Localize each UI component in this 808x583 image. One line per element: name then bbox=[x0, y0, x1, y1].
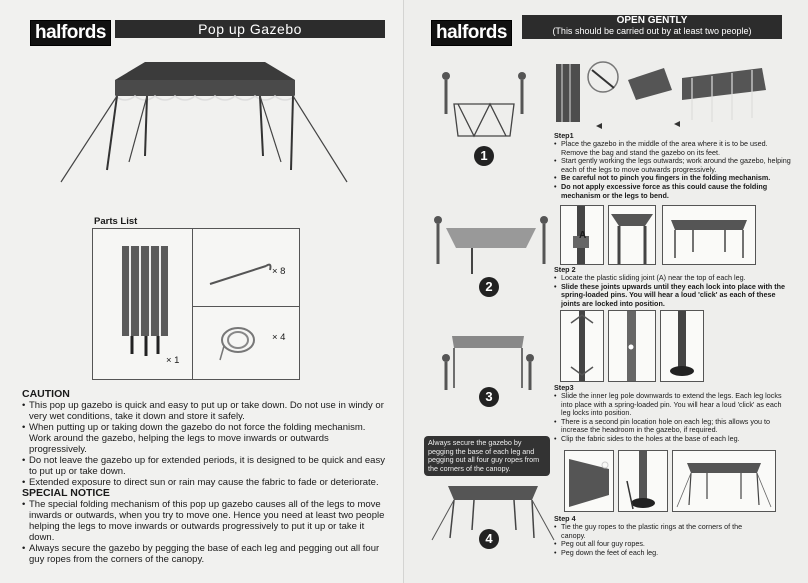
step4-number: 4 bbox=[479, 529, 499, 549]
caution-item: • Extended exposure to direct sun or rain may cause the fabric to fade or deteriorate. bbox=[22, 477, 388, 488]
step2-number: 2 bbox=[479, 277, 499, 297]
caution-item: • Do not leave the gazebo up for extended periods, it is designed to be quick and easy to put up or take down. bbox=[22, 455, 388, 477]
caution-list bbox=[22, 400, 388, 488]
step1-heading: Step1 bbox=[554, 131, 574, 140]
step3-pin-detail bbox=[608, 310, 656, 382]
step3-list bbox=[554, 392, 792, 444]
special-notice-item: • The special folding mechanism of this pop up gazebo causes all of the legs to move inwards or outwards, when you try to move one. Hence you need at least two people helping the legs to move inwards or outwards progressively to put it up or take it down. bbox=[22, 499, 388, 543]
halfords-logo: halfords bbox=[30, 20, 111, 46]
caution-heading: CAUTION bbox=[22, 388, 70, 400]
step1-people-illustration bbox=[434, 64, 534, 144]
step3-item: • There is a second pin location hole on each leg; this allows you to increase the headroom in the gazebo, if required. bbox=[554, 418, 792, 435]
special-notice-item: • Always secure the gazebo by pegging the base of each leg and pegging out all four guy ropes from the corners of the canopy. bbox=[22, 543, 388, 565]
step2-people-illustration bbox=[426, 210, 556, 280]
parts-list-heading: Parts List bbox=[94, 216, 138, 227]
step3-item: • Slide the inner leg pole downwards to extend the legs. Each leg locks into place with a spring-loaded pin. You will hear a loud 'click' as each leg locks into position. bbox=[554, 392, 792, 418]
step1-item: • Place the gazebo in the middle of the area where it is to be used. Remove the bag and stand the gazebo on its feet. bbox=[554, 140, 794, 157]
open-gently-banner bbox=[522, 15, 782, 39]
step3-leg-detail bbox=[560, 310, 604, 382]
step1-item: • Do not apply excessive force as this could cause the folding mechanism or the legs to bend. bbox=[554, 183, 794, 200]
step4-peg-detail bbox=[618, 450, 668, 512]
step2-joint-detail bbox=[560, 205, 604, 265]
step2-result-illustration bbox=[662, 205, 756, 265]
banner-subtitle: (This should be carried out by at least two people) bbox=[552, 26, 752, 36]
page-title: Pop up Gazebo bbox=[115, 20, 385, 38]
guy-rope-icon bbox=[214, 316, 264, 366]
step3-item: • Clip the fabric sides to the holes at the base of each leg. bbox=[554, 435, 792, 444]
banner-title: OPEN GENTLY bbox=[616, 15, 688, 26]
step3-heading: Step3 bbox=[554, 383, 574, 392]
step3-number: 3 bbox=[479, 387, 499, 407]
step4-final-illustration bbox=[672, 450, 776, 512]
step3-foot-detail bbox=[660, 310, 704, 382]
folded-gazebo-icon bbox=[112, 240, 178, 360]
caution-item: • When putting up or taking down the gazebo do not force the folding mechanism. Work around the gazebo, helping the legs to move inwards or outwards progressively. bbox=[22, 422, 388, 455]
step1-opening-sequence bbox=[552, 60, 772, 130]
step4-list bbox=[554, 523, 754, 557]
step1-item: • Be careful not to pinch you fingers in the folding mechanism. bbox=[554, 174, 794, 183]
parts-qty-ropes: × 4 bbox=[272, 332, 286, 343]
step1-item: • Start gently working the legs outwards; work around the gazebo, helping each of the legs to move outwards progressively. bbox=[554, 157, 794, 174]
step2-list bbox=[554, 274, 792, 308]
joint-label-a: A bbox=[579, 230, 587, 241]
halfords-logo: halfords bbox=[431, 20, 512, 46]
step1-list bbox=[554, 140, 794, 200]
step2-heading: Step 2 bbox=[554, 265, 576, 274]
step4-heading: Step 4 bbox=[554, 514, 576, 523]
step3-people-illustration bbox=[438, 328, 538, 394]
special-notice-list bbox=[22, 499, 388, 565]
special-notice-heading: SPECIAL NOTICE bbox=[22, 487, 110, 499]
step2-lock-detail bbox=[608, 205, 656, 265]
step1-number: 1 bbox=[474, 146, 494, 166]
parts-qty-pegs: × 8 bbox=[272, 266, 286, 277]
gazebo-illustration bbox=[55, 52, 355, 202]
step2-item: • Slide these joints upwards until they each lock into place with the spring-loaded pins. You will hear a loud 'click' as each of these joints are locked into position. bbox=[554, 283, 792, 309]
step4-item: • Peg down the feet of each leg. bbox=[554, 549, 754, 558]
step4-item: • Peg out all four guy ropes. bbox=[554, 540, 754, 549]
step4-rope-detail bbox=[564, 450, 614, 512]
peg-icon bbox=[206, 258, 276, 288]
parts-qty-gazebo: × 1 bbox=[166, 355, 180, 366]
right-page bbox=[404, 0, 808, 583]
caution-item: • This pop up gazebo is quick and easy to put up or take down. Do not use in windy or very wet conditions, take it down and store it safely. bbox=[22, 400, 388, 422]
secure-gazebo-callout: Always secure the gazebo by pegging the base of each leg and pegging out all four guy ropes from the corners of the canopy. bbox=[424, 436, 550, 476]
step2-item: • Locate the plastic sliding joint (A) near the top of each leg. bbox=[554, 274, 792, 283]
step4-item: • Tie the guy ropes to the plastic rings at the corners of the canopy. bbox=[554, 523, 754, 540]
